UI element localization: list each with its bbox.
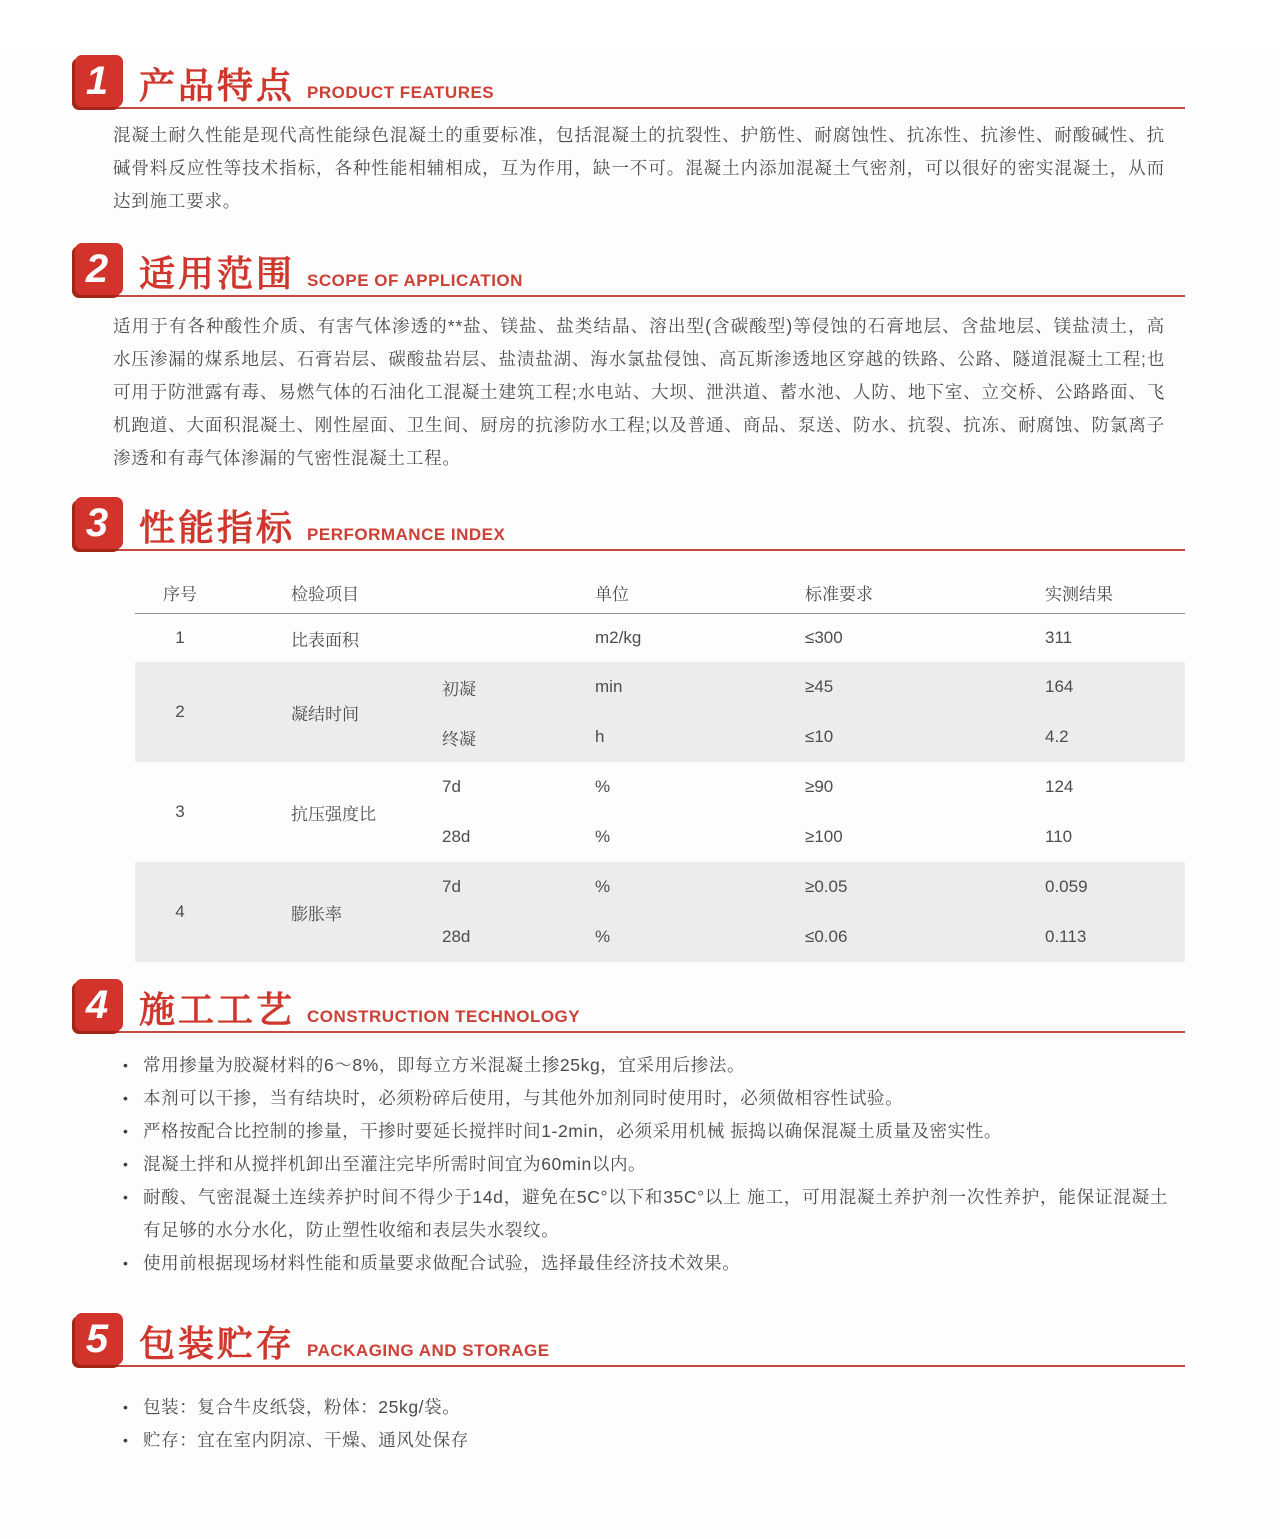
- col-header-unit: 单位: [595, 584, 629, 604]
- list-item: • 包装：复合牛皮纸袋，粉体：25kg/袋。: [123, 1391, 1168, 1424]
- table-row: [135, 662, 1185, 762]
- cell-std: ≥100: [805, 827, 843, 846]
- row-no: 2: [175, 702, 185, 721]
- cell-unit: m2/kg: [595, 628, 642, 647]
- section-underline: [77, 107, 1185, 109]
- cell-result: 311: [1045, 628, 1073, 647]
- section-performance-index: [75, 497, 1185, 962]
- section-number: 2: [85, 247, 109, 291]
- section-title-en: CONSTRUCTION TECHNOLOGY: [307, 1007, 581, 1026]
- cell-result: 0.113: [1045, 927, 1087, 946]
- table-header-row: [135, 571, 1185, 614]
- cell-std: ≤0.06: [805, 927, 848, 946]
- bullet-dot-icon: •: [123, 1432, 129, 1448]
- list-item: • 混凝土拌和从搅拌机卸出至灌注完毕所需时间宜为60min以内。: [123, 1148, 1168, 1181]
- cell-sub: 7d: [442, 777, 461, 796]
- section-3-header: [75, 497, 1185, 551]
- cell-result: 124: [1045, 777, 1074, 796]
- list-item: • 常用掺量为胶凝材料的6～8%，即每立方米混凝土掺25kg，宜采用后掺法。: [123, 1049, 1168, 1082]
- section-2-header: [75, 243, 1185, 297]
- col-header-item: 检验项目: [291, 584, 359, 604]
- construction-bullet-list: [123, 1049, 1168, 1280]
- section-title-en: PRODUCT FEATURES: [307, 83, 495, 102]
- cell-sub: 初凝: [442, 679, 476, 699]
- section-1-header: [75, 55, 1185, 109]
- row-item: 膨胀率: [291, 904, 342, 924]
- section-packaging-and-storage: [75, 1313, 1185, 1457]
- cell-std: ≤10: [805, 727, 834, 746]
- section-product-features: [75, 55, 1185, 218]
- list-item: • 本剂可以干掺，当有结块时，必须粉碎后使用，与其他外加剂同时使用时，必须做相容性试验。: [123, 1082, 1168, 1115]
- col-header-result: 实测结果: [1045, 584, 1113, 604]
- col-header-std: 标准要求: [805, 584, 873, 604]
- cell-sub: 终凝: [442, 729, 476, 749]
- section-titles: [139, 989, 581, 1030]
- section-underline: [77, 549, 1185, 551]
- cell-std: ≤300: [805, 628, 843, 647]
- bullet-dot-icon: •: [123, 1057, 129, 1073]
- table-subrow: [425, 762, 1185, 812]
- cell-std: ≥0.05: [805, 877, 848, 896]
- section-title-zh: 性能指标: [139, 507, 296, 548]
- col-header-no: 序号: [163, 584, 197, 604]
- cell-std: ≥45: [805, 677, 834, 696]
- cell-unit: %: [595, 827, 611, 846]
- cell-sub: [425, 614, 575, 662]
- cell-result: 0.059: [1045, 877, 1088, 896]
- section-underline: [77, 1031, 1185, 1033]
- row-no: 1: [175, 628, 185, 647]
- section-number: 4: [85, 983, 109, 1027]
- table-row: [135, 614, 1185, 662]
- col-header-sub: [425, 571, 575, 613]
- section-titles: [139, 65, 495, 106]
- section-5-header: [75, 1313, 1185, 1367]
- bullet-dot-icon: •: [123, 1156, 129, 1172]
- section-title-zh: 包装贮存: [139, 1323, 296, 1364]
- list-item: • 贮存：宜在室内阴凉、干燥、通风处保存: [123, 1424, 1168, 1457]
- section-number-badge: [75, 243, 123, 295]
- section-number-badge: [75, 979, 123, 1031]
- row-item: 比表面积: [291, 630, 359, 650]
- table-subrow: [425, 614, 1185, 662]
- section-construction-technology: [75, 979, 1185, 1280]
- cell-result: 110: [1045, 827, 1073, 846]
- cell-result: 164: [1045, 677, 1074, 696]
- cell-std: ≥90: [805, 777, 834, 796]
- cell-unit: min: [595, 677, 623, 696]
- bullet-dot-icon: •: [123, 1090, 129, 1106]
- row-item: 凝结时间: [291, 704, 359, 724]
- cell-result: 4.2: [1045, 727, 1069, 746]
- section-paragraph: 适用于有各种酸性介质、有害气体渗透的**盐、镁盐、盐类结晶、溶出型(含碳酸型)等侵蚀的石膏地层、含盐地层、镁盐渍土，高水压渗漏的煤系地层、石膏岩层、碳酸盐岩层、盐渍盐湖、海水氯盐侵蚀、高瓦斯渗透地区穿越的铁路、公路、隧道混凝土工程;也可用于防泄露有毒、易燃气体的石油化工混凝土建筑工程;水电站、大坝、泄洪道、蓄水池、人防、地下室、立交桥、公路路面、飞机跑道、大面积混凝土、刚性屋面、卫生间、厨房的抗渗防水工程;以及普通、商品、泵送、防水、抗裂、抗冻、耐腐蚀、防氯离子渗透和有毒气体渗漏的气密性混凝土工程。: [113, 316, 1165, 468]
- table-subrow: [425, 662, 1185, 712]
- packaging-bullet-list: [123, 1391, 1168, 1457]
- section-4-header: [75, 979, 1185, 1033]
- section-number-badge: [75, 1313, 123, 1365]
- list-item: • 严格按配合比控制的掺量，干掺时要延长搅拌时间1-2min，必须采用机械 振捣以确保混凝土质量及密实性。: [123, 1115, 1168, 1148]
- list-item: • 使用前根据现场材料性能和质量要求做配合试验，选择最佳经济技术效果。: [123, 1247, 1168, 1280]
- section-underline: [77, 1365, 1185, 1367]
- section-titles: [139, 253, 523, 294]
- cell-sub: 28d: [442, 827, 471, 846]
- section-number: 3: [85, 501, 109, 545]
- section-paragraph: 混凝土耐久性能是现代高性能绿色混凝土的重要标准，包括混凝土的抗裂性、护筋性、耐腐蚀性、抗冻性、抗渗性、耐酸碱性、抗碱骨料反应性等技术指标，各种性能相辅相成，互为作用，缺一不可。混凝土内添加混凝土气密剂，可以很好的密实混凝土，从而达到施工要求。: [113, 125, 1165, 211]
- section-title-en: PERFORMANCE INDEX: [307, 525, 506, 544]
- cell-sub: 28d: [442, 927, 471, 946]
- section-number: 5: [85, 1317, 109, 1361]
- section-titles: [139, 507, 506, 548]
- section-title-zh: 施工工艺: [139, 989, 296, 1030]
- table-subrow: [425, 812, 1185, 862]
- cell-sub: 7d: [442, 877, 461, 896]
- row-item: 抗压强度比: [291, 804, 376, 824]
- section-number: 1: [85, 59, 109, 103]
- section-titles: [139, 1323, 550, 1364]
- bullet-dot-icon: •: [123, 1255, 129, 1271]
- section-title-en: PACKAGING AND STORAGE: [307, 1341, 550, 1360]
- product-datasheet-page: [0, 55, 1280, 1539]
- list-item: • 耐酸、气密混凝土连续养护时间不得少于14d，避免在5C°以下和35C°以上 施工，可用混凝土养护剂一次性养护，能保证混凝土有足够的水分水化，防止塑性收缩和表层失水裂纹。: [123, 1181, 1168, 1247]
- bullet-dot-icon: •: [123, 1399, 129, 1415]
- table-subrow: [425, 862, 1185, 912]
- cell-unit: %: [595, 777, 611, 796]
- cell-unit: %: [595, 927, 611, 946]
- bullet-dot-icon: •: [123, 1123, 129, 1139]
- row-no: 4: [175, 902, 185, 921]
- section-scope-of-application: [75, 243, 1185, 475]
- section-number-badge: [75, 497, 123, 549]
- table-row: [135, 762, 1185, 862]
- section-number-badge: [75, 55, 123, 107]
- table-subrow: [425, 912, 1185, 962]
- bullet-dot-icon: •: [123, 1189, 129, 1205]
- performance-table: [135, 571, 1185, 962]
- section-title-en: SCOPE OF APPLICATION: [307, 271, 523, 290]
- cell-unit: %: [595, 877, 611, 896]
- row-no: 3: [175, 802, 185, 821]
- cell-unit: h: [595, 727, 605, 746]
- section-title-zh: 适用范围: [139, 253, 296, 294]
- section-underline: [77, 295, 1185, 297]
- table-subrow: [425, 712, 1185, 762]
- section-title-zh: 产品特点: [139, 65, 296, 106]
- table-row: [135, 862, 1185, 962]
